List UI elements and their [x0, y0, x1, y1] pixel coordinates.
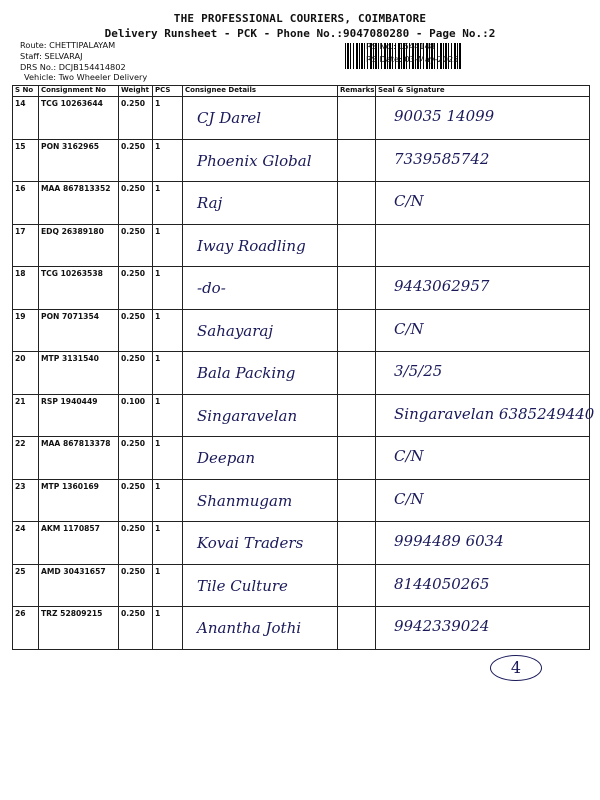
cell-consignee: [183, 352, 338, 395]
vehicle-label: Vehicle: Two Wheeler Delivery: [24, 72, 148, 82]
col-pcs: PCS: [153, 86, 183, 97]
cell-weight: 0.250: [119, 309, 153, 352]
cell-consignment-no: MTP 1360169: [39, 479, 119, 522]
signature-handwriting: 3/5/25: [394, 362, 443, 380]
cell-seal-signature: [376, 267, 590, 310]
cell-seal-signature: [376, 607, 590, 650]
cell-weight: 0.250: [119, 182, 153, 225]
cell-seal-signature: [376, 139, 590, 182]
cell-sno: 26: [13, 607, 39, 650]
cell-weight: 0.250: [119, 224, 153, 267]
cell-seal-signature: [376, 479, 590, 522]
cell-seal-signature: [376, 352, 590, 395]
cell-consignee: [183, 139, 338, 182]
cell-remarks: [338, 352, 376, 395]
cell-pcs: 1: [153, 352, 183, 395]
signature-handwriting: 7339585742: [394, 149, 490, 168]
cell-weight: 0.250: [119, 437, 153, 480]
cell-pcs: 1: [153, 139, 183, 182]
cell-weight: 0.100: [119, 394, 153, 437]
cell-consignee: [183, 182, 338, 225]
rs-date: RS Date: 03-May-2025: [366, 54, 459, 64]
col-seal: Seal & Signature: [376, 86, 590, 97]
consignee-handwriting: -do-: [197, 279, 226, 297]
table-row: [13, 97, 590, 140]
table-row: [13, 394, 590, 437]
runsheet-subtitle: Delivery Runsheet - PCK - Phone No.:9047080280 - Page No.:2: [104, 27, 496, 40]
cell-pcs: 1: [153, 607, 183, 650]
cell-sno: 24: [13, 522, 39, 565]
cell-remarks: [338, 224, 376, 267]
cell-consignment-no: MTP 3131540: [39, 352, 119, 395]
cell-consignee: [183, 479, 338, 522]
drs-number: DRS No.: DCJB154414802: [20, 62, 126, 72]
page-number-mark: 4: [490, 655, 542, 681]
cell-sno: 25: [13, 564, 39, 607]
consignee-handwriting: Deepan: [197, 449, 255, 467]
consignee-handwriting: Raj: [197, 194, 223, 212]
table-row: [13, 309, 590, 352]
table-row: [13, 479, 590, 522]
cell-consignee: [183, 564, 338, 607]
cell-remarks: [338, 479, 376, 522]
signature-handwriting: C/N: [394, 192, 424, 210]
cell-pcs: 1: [153, 267, 183, 310]
table-row: [13, 224, 590, 267]
cell-sno: 18: [13, 267, 39, 310]
signature-handwriting: C/N: [394, 447, 424, 465]
cell-sno: 14: [13, 97, 39, 140]
cell-seal-signature: [376, 564, 590, 607]
table-header-row: [13, 86, 590, 97]
cell-weight: 0.250: [119, 352, 153, 395]
consignee-handwriting: CJ Darel: [197, 109, 262, 127]
col-consignment: Consignment No: [39, 86, 119, 97]
cell-weight: 0.250: [119, 522, 153, 565]
consignee-handwriting: Bala Packing: [197, 364, 296, 382]
cell-consignee: [183, 437, 338, 480]
cell-consignee: [183, 309, 338, 352]
cell-seal-signature: [376, 522, 590, 565]
cell-sno: 21: [13, 394, 39, 437]
cell-consignment-no: MAA 867813352: [39, 182, 119, 225]
consignee-handwriting: Sahayaraj: [197, 321, 274, 340]
signature-handwriting: 9443062957: [394, 277, 490, 295]
cell-weight: 0.250: [119, 479, 153, 522]
consignee-handwriting: Phoenix Global: [197, 151, 312, 170]
cell-sno: 20: [13, 352, 39, 395]
signature-handwriting: C/N: [394, 489, 424, 508]
cell-weight: 0.250: [119, 607, 153, 650]
cell-seal-signature: [376, 437, 590, 480]
cell-seal-signature: [376, 394, 595, 437]
cell-consignment-no: TRZ 52809215: [39, 607, 119, 650]
cell-pcs: 1: [153, 479, 183, 522]
consignee-handwriting: Kovai Traders: [197, 534, 304, 552]
cell-seal-signature: [376, 224, 590, 267]
cell-remarks: [338, 522, 376, 565]
consignee-handwriting: Tile Culture: [197, 576, 288, 595]
signature-handwriting: 9942339024: [394, 617, 490, 635]
cell-consignment-no: AKM 1170857: [39, 522, 119, 565]
cell-consignment-no: RSP 1940449: [39, 394, 119, 437]
cell-sno: 22: [13, 437, 39, 480]
cell-consignment-no: PON 7071354: [39, 309, 119, 352]
cell-consignee: [183, 607, 338, 650]
table-row: [13, 437, 590, 480]
cell-pcs: 1: [153, 309, 183, 352]
cell-consignee: [183, 522, 338, 565]
cell-consignment-no: PON 3162965: [39, 139, 119, 182]
cell-pcs: 1: [153, 182, 183, 225]
cell-consignment-no: TCG 10263644: [39, 97, 119, 140]
cell-weight: 0.250: [119, 139, 153, 182]
cell-pcs: 1: [153, 224, 183, 267]
cell-remarks: [338, 139, 376, 182]
table-row: [13, 352, 590, 395]
cell-seal-signature: [376, 309, 590, 352]
table-row: [13, 267, 590, 310]
cell-sno: 15: [13, 139, 39, 182]
table-row: [13, 607, 590, 650]
cell-consignment-no: AMD 30431657: [39, 564, 119, 607]
cell-seal-signature: [376, 182, 590, 225]
cell-sno: 19: [13, 309, 39, 352]
col-weight: Weight: [119, 86, 153, 97]
signature-handwriting: C/N: [394, 319, 424, 338]
cell-remarks: [338, 97, 376, 140]
cell-weight: 0.250: [119, 97, 153, 140]
consignee-handwriting: Iway Roadling: [197, 236, 306, 255]
cell-remarks: [338, 267, 376, 310]
table-row: [13, 182, 590, 225]
cell-sno: 17: [13, 224, 39, 267]
staff-label: Staff: SELVARAJ: [20, 51, 83, 61]
route-label: Route: CHETTIPALAYAM: [20, 40, 116, 50]
cell-pcs: 1: [153, 564, 183, 607]
rs-number: RS No.: 1544148: [366, 41, 435, 51]
cell-consignee: [183, 394, 338, 437]
col-consignee: Consignee Details: [183, 86, 338, 97]
cell-remarks: [338, 394, 376, 437]
signature-handwriting: Singaravelan 6385249440: [394, 404, 595, 423]
signature-handwriting: 90035 14099: [394, 107, 495, 125]
consignee-handwriting: Anantha Jothi: [197, 619, 302, 637]
cell-remarks: [338, 309, 376, 352]
cell-remarks: [338, 437, 376, 480]
table-row: [13, 522, 590, 565]
cell-pcs: 1: [153, 394, 183, 437]
consignee-handwriting: Singaravelan: [197, 406, 298, 425]
cell-remarks: [338, 607, 376, 650]
col-remarks: Remarks: [338, 86, 376, 97]
document-title: THE PROFESSIONAL COURIERS, COIMBATORE: [173, 12, 427, 25]
runsheet-table: [12, 85, 595, 650]
cell-consignee: [183, 97, 338, 140]
signature-handwriting: 9994489 6034: [394, 532, 504, 550]
cell-pcs: 1: [153, 437, 183, 480]
cell-pcs: 1: [153, 522, 183, 565]
cell-remarks: [338, 182, 376, 225]
cell-consignment-no: TCG 10263538: [39, 267, 119, 310]
consignee-handwriting: Shanmugam: [197, 491, 293, 510]
cell-consignee: [183, 224, 338, 267]
cell-weight: 0.250: [119, 564, 153, 607]
signature-handwriting: 8144050265: [394, 574, 490, 593]
cell-seal-signature: [376, 97, 590, 140]
cell-consignment-no: MAA 867813378: [39, 437, 119, 480]
table-row: [13, 139, 590, 182]
cell-remarks: [338, 564, 376, 607]
cell-sno: 23: [13, 479, 39, 522]
cell-pcs: 1: [153, 97, 183, 140]
cell-consignment-no: EDQ 26389180: [39, 224, 119, 267]
cell-weight: 0.250: [119, 267, 153, 310]
table-row: [13, 564, 590, 607]
col-sno: S No: [13, 86, 39, 97]
cell-sno: 16: [13, 182, 39, 225]
cell-consignee: [183, 267, 338, 310]
